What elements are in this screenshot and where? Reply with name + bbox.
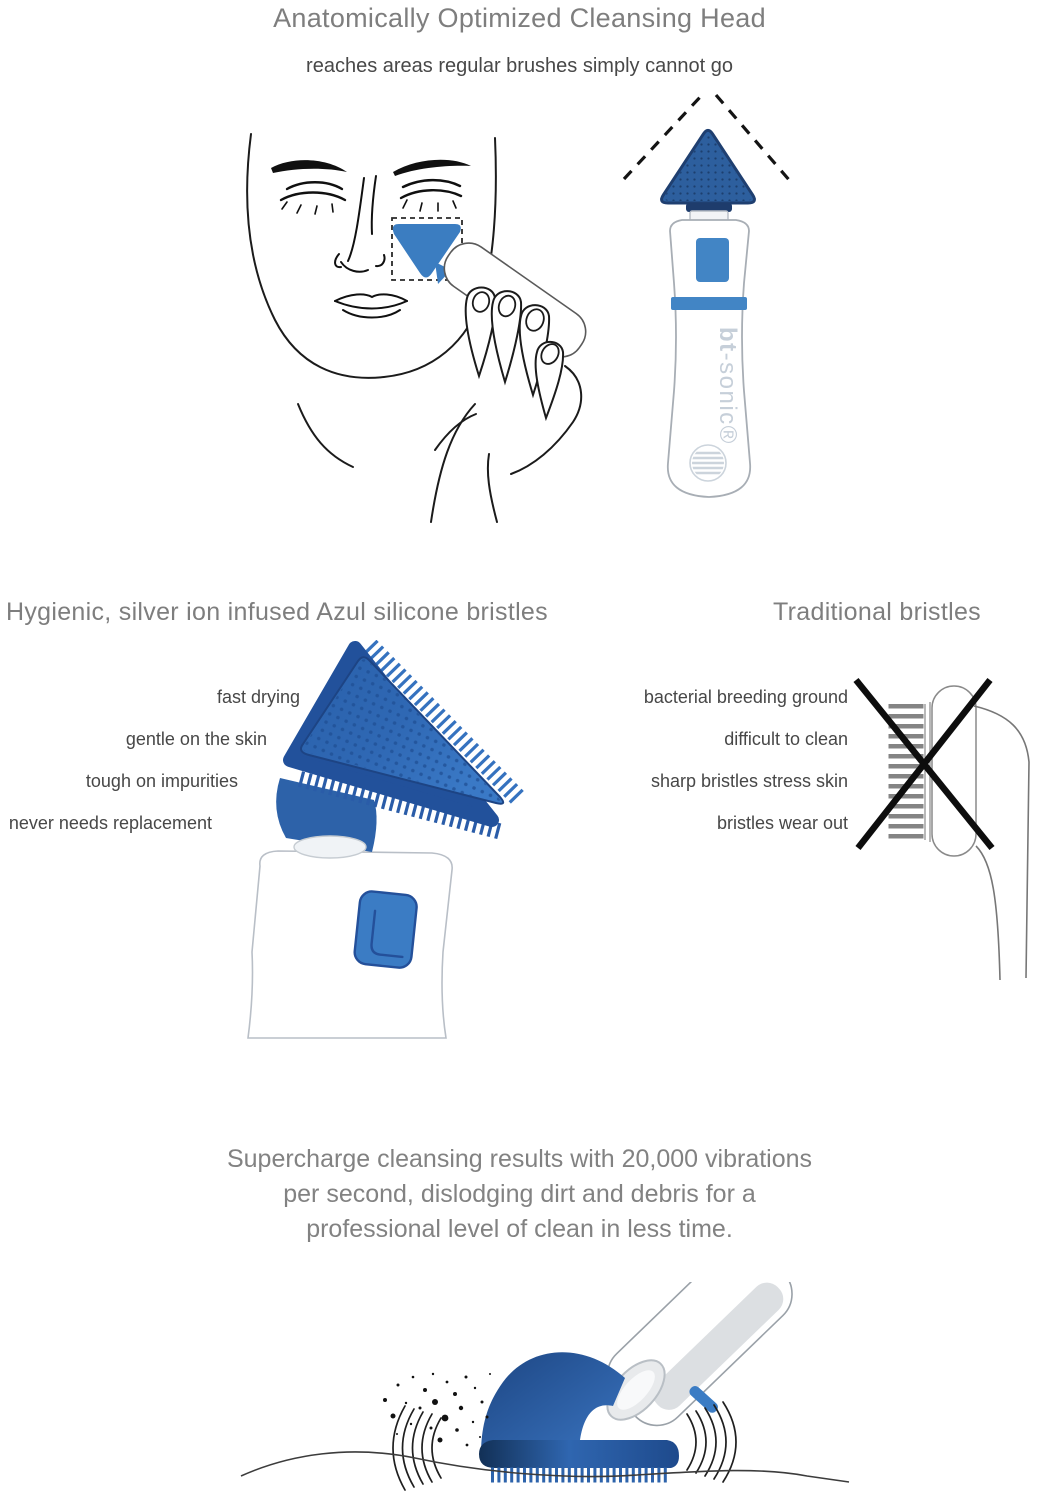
brush-head-on-skin: [479, 1440, 679, 1468]
vibration-copy-line: Supercharge cleansing results with 20,000 vibrations: [226, 1145, 813, 1173]
traditional-brush: [906, 686, 1029, 980]
traditional-drawback-label: bristles wear out: [716, 813, 848, 833]
page-subtitle: reaches areas regular brushes simply cannot go: [306, 55, 733, 77]
traditional-brush-illustration: [840, 646, 1039, 991]
vibration-copy-line: per second, dislodging dirt and debris for a: [283, 1180, 756, 1208]
brand-logo-text: bt-sonic®: [714, 327, 741, 445]
eyebrows: [271, 160, 471, 176]
accent-band: [671, 297, 747, 310]
traditional-drawback-label: bacterial breeding ground: [643, 687, 848, 707]
vibration-copy: [0, 1142, 1039, 1247]
closed-eyes: [281, 180, 461, 214]
azul-brush-illustration: [240, 640, 570, 1040]
device-handle: [595, 1282, 804, 1438]
dirt-particles: [383, 1373, 491, 1447]
traditional-drawback-label: sharp bristles stress skin: [650, 771, 848, 791]
face-outline: [247, 134, 496, 467]
vibration-copy-line: professional level of clean in less time.: [306, 1215, 733, 1243]
azul-neck: [276, 778, 376, 858]
lips: [335, 294, 407, 317]
face-cleansing-illustration: [235, 118, 605, 523]
azul-heading: Hygienic, silver ion infused Azul silicone bristles: [6, 598, 548, 626]
azul-body: [248, 851, 452, 1038]
hand-outline: [431, 366, 581, 522]
traditional-heading: Traditional bristles: [773, 598, 981, 626]
speaker-logo-icon: [690, 445, 726, 481]
nose: [335, 176, 384, 272]
handle-outline: [974, 706, 1029, 978]
handle-inner-line: [976, 846, 1000, 980]
device-front-illustration: [600, 85, 820, 515]
vibration-waves-left: [393, 1406, 441, 1490]
azul-feature-label: tough on impurities: [85, 771, 238, 791]
azul-feature-label: never needs replacement: [8, 813, 212, 833]
page-title: Anatomically Optimized Cleansing Head: [273, 3, 766, 33]
power-button: [696, 238, 729, 282]
silicone-brush-head: [662, 130, 755, 203]
traditional-drawback-label: difficult to clean: [724, 729, 848, 749]
azul-feature-label: gentle on the skin: [125, 729, 267, 749]
cleansing-action-illustration: [235, 1282, 855, 1500]
azul-power-button: [353, 890, 417, 969]
azul-feature-label: fast drying: [216, 687, 300, 707]
